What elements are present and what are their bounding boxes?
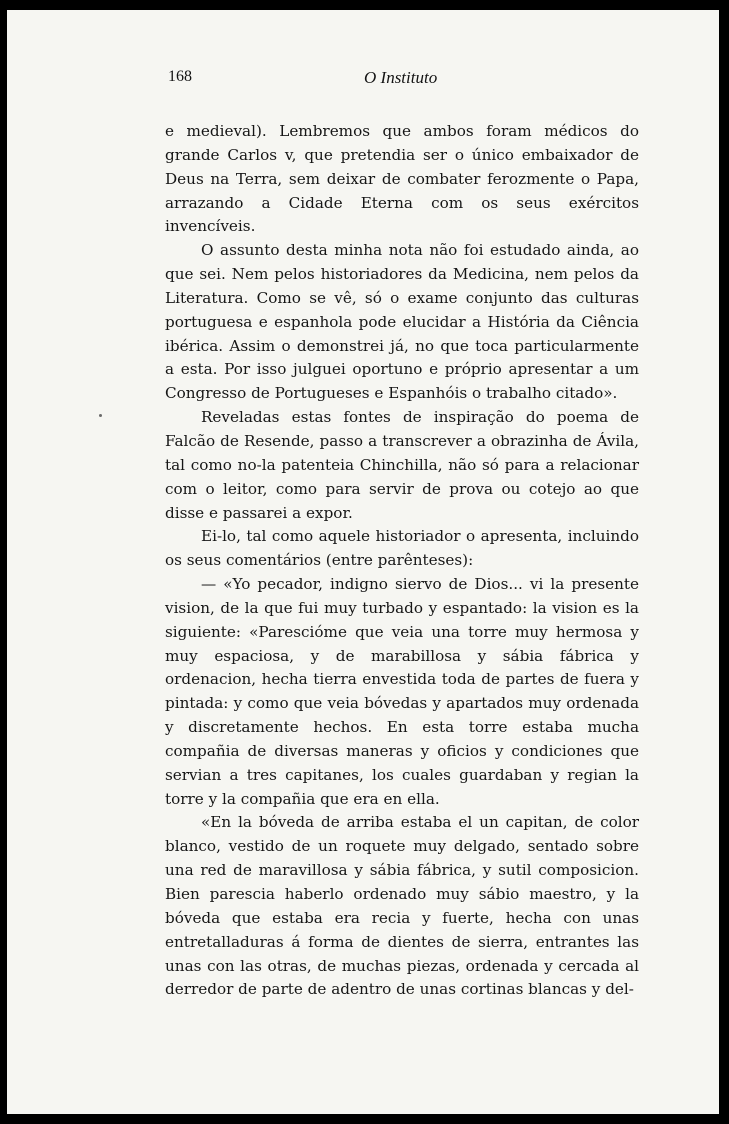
margin-speck	[99, 414, 102, 417]
paragraph-4: Ei-lo, tal como aquele historiador o apresenta, incluindo os seus comentários (entre parênteses):	[165, 527, 639, 570]
page-number: 168	[168, 68, 192, 85]
paragraph-1: e medieval). Lembremos que ambos foram médicos do grande Carlos v, que pretendia ser o único embaixador de Deus na Terra, sem deixar de combater ferozmente o Papa, arrazando a Cidade Eterna com os seus exércitos invencíveis.	[165, 122, 639, 236]
running-title: O Instituto	[364, 68, 438, 87]
paragraph-2: O assunto desta minha nota não foi estudado ainda, ao que sei. Nem pelos historiadores da Medicina, nem pelos da Literatura. Como se vê, só o exame conjunto das culturas portuguesa e espanhola pode elucidar a História da Ciência ibérica. Assim o demonstrei já, no que toca particularmente a esta. Por isso julguei oportuno e próprio apresentar a um Congresso de Portugueses e Espanhóis o trabalho citado».	[165, 241, 639, 403]
paragraph-3: Reveladas estas fontes de inspiração do poema de Falcão de Resende, passo a transcrever a obrazinha de Ávila, tal como no-la patenteia Chinchilla, não só para a relacionar com o leitor, como para servir de prova ou cotejo ao que disse e passarei a expor.	[165, 408, 639, 522]
page-header	[165, 66, 638, 90]
paragraph-5: — «Yo pecador, indigno siervo de Dios... vi la presente vision, de la que fui muy turbado y espantado: la vision es la siguiente: «Parescióme que veia una torre muy hermosa y muy espaciosa, y de marabillosa y sábia fábrica y ordenacion, hecha tierra envestida toda de partes de fuera y pintada: y como que veia bóvedas y apartados muy ordenada y discretamente hechos. En esta torre estaba mucha compañia de diversas maneras y oficios y condiciones que servian a tres capitanes, los cuales guardaban y regian la torre y la compañia que era en ella.	[165, 575, 639, 808]
body-text	[165, 120, 639, 1002]
paragraph-6: «En la bóveda de arriba estaba el un capitan, de color blanco, vestido de un roquete muy delgado, sentado sobre una red de maravillosa y sábia fábrica, y sutil composicion. Bien parescia haberlo ordenado muy sábio maestro, y la bóveda que estaba era recia y fuerte, hecha con unas entretalladuras á forma de dientes de sierra, entrantes las unas con las otras, de muchas piezas, ordenada y cercada al derredor de parte de adentro de unas cortinas blancas y del-	[165, 813, 639, 999]
